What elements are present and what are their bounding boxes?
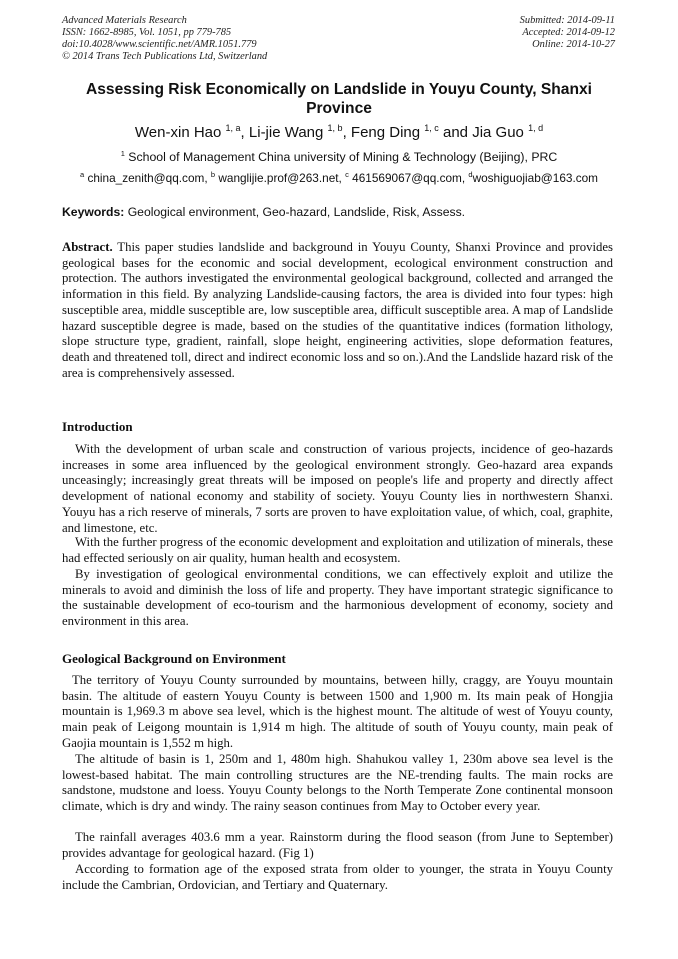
journal-header: [62, 15, 267, 63]
author-sep: ,: [342, 124, 351, 141]
author-sup: 1, c: [424, 123, 439, 133]
journal-issn: ISSN: 1662-8985, Vol. 1051, pp 779-785: [62, 27, 232, 38]
email-sup: d: [468, 170, 473, 179]
background-paragraph-3: The rainfall averages 403.6 mm a year. Rainstorm during the flood season (from June to September) provides advantage for geological hazard. (Fig 1): [62, 830, 613, 860]
background-heading: Geological Background on Environment: [62, 651, 286, 666]
author-sep: ,: [240, 124, 249, 141]
submitted-date: Submitted: 2014-09-11: [519, 15, 615, 26]
accepted-date: Accepted: 2014-09-12: [522, 27, 615, 38]
email-link[interactable]: woshiguojiab@163.com: [472, 171, 599, 185]
email-link[interactable]: wanglijie.prof@263.net,: [218, 171, 346, 185]
keywords-label: Keywords:: [62, 205, 125, 219]
intro-paragraph-2: With the further progress of the economic development and exploitation and utilization of minerals, these had effected seriously on air quality, human health and ecosystem.: [62, 535, 614, 565]
email-link[interactable]: china_zenith@qq.com,: [87, 171, 211, 185]
email-sup: b: [210, 170, 216, 179]
abstract-label: Abstract.: [62, 240, 113, 254]
email-sup: a: [79, 170, 85, 179]
dates-header: [520, 15, 615, 51]
author-sup: 1, d: [528, 123, 544, 133]
paper-title: Assessing Risk Economically on Landslide in Youyu County, Shanxi Province: [85, 81, 593, 117]
intro-paragraph-3: By investigation of geological environmental conditions, we can effectively exploit and utilize the minerals to avoid and diminish the loss of life and property. They have important strategic significance to the sustainable development of eco-tourism and the harmonious development of economy, society and environment in this area.: [62, 567, 613, 629]
abstract-text: This paper studies landslide and background in Youyu County, Shanxi Province and provides geological bases for the economic and social development, ecological environment construction and protection. The authors investigated the environmental geological background, collected and arranged the information in this field. By analyzing Landslide-causing factors, the area is divided into four types: high susceptible area, middle susceptible are, low susceptible area, difficult susceptible area. A map of Landslide hazard susceptible degree is made, based on the studies of the quantitative indices (formation lithology, slope structure type, gradient, rainfall, slope height, engineering activities, slope deformation features, death and threatened toll, direct and indirect economic loss and so on.).And the Landslide hazard risk of the area is comprehensively assessed.: [62, 240, 613, 380]
author-sup: 1, b: [327, 123, 343, 133]
journal-copyright: © 2014 Trans Tech Publications Ltd, Switzerland: [62, 51, 268, 62]
background-paragraph-4: According to formation age of the exposed strata from older to younger, the strata in Youyu County include the Cambrian, Ordovician, and Tertiary and Quaternary.: [62, 862, 613, 892]
keywords-text: Geological environment, Geo-hazard, Landslide, Risk, Assess.: [124, 205, 466, 219]
journal-name: Advanced Materials Research: [62, 15, 187, 26]
email-sup: c: [345, 170, 349, 179]
introduction-heading: Introduction: [62, 419, 133, 434]
author-name: Wen-xin Hao: [134, 124, 222, 141]
background-paragraph-2: The altitude of basin is 1, 250m and 1, 480m high. Shahukou valley 1, 230m above sea level is the lowest-based habitat. The main controlling structures are the NE-trending faults. The main rocks are sandstone, mudstone and loess. Youyu County belongs to the North Temperate Zone continental monsoon climate, which is dry and windy. The rainy season continues from May to October every year.: [62, 752, 613, 814]
keywords: [62, 205, 622, 220]
journal-doi: doi:10.4028/www.scientific.net/AMR.1051.779: [62, 39, 257, 50]
author-name: Jia Guo: [472, 124, 524, 141]
affiliation: [30, 150, 648, 165]
affiliation-sup: 1: [120, 149, 125, 158]
author-sep: and: [438, 124, 473, 141]
email-link[interactable]: 461569067@qq.com,: [352, 171, 469, 185]
author-name: Feng Ding: [350, 124, 421, 141]
online-date: Online: 2014-10-27: [532, 39, 615, 50]
author-name: Li-jie Wang: [248, 124, 324, 141]
intro-paragraph-1: With the development of urban scale and construction of various projects, incidence of geo-hazards increases in some area influenced by the geological environment strongly. Geo-hazard area expands unceasingly; increasingly great threats will be imposed on people's life and property and directly affect development of national economy and stability of society. Youyu County lies in northwestern Shanxi. Youyu has a rich reserve of minerals, 7 sorts are proven to have exploitation value, of which, coal, graphite, and limestone, etc.: [62, 442, 613, 535]
affiliation-text: School of Management China university of Mining & Technology (Beijing), PRC: [128, 150, 558, 164]
abstract-paragraph: [62, 240, 613, 381]
background-paragraph-1: The territory of Youyu County surrounded by mountains, between hilly, craggy, are Youyu mountain basin. The altitude of eastern Youyu County is between 1500 and 1,900 m. Its main peak of Hongjia mountain is 1,969.3 m above sea level, which is the highest mount. The altitude of west of Youyu county, main peak of Leigong mountain is 1,914 m high. The altitude of south of Youyu county, main peak of Gaojia mountain is 1,552 m high.: [62, 673, 613, 750]
email-list: [30, 171, 648, 186]
author-sup: 1, a: [225, 123, 241, 133]
author-list: [30, 124, 648, 142]
